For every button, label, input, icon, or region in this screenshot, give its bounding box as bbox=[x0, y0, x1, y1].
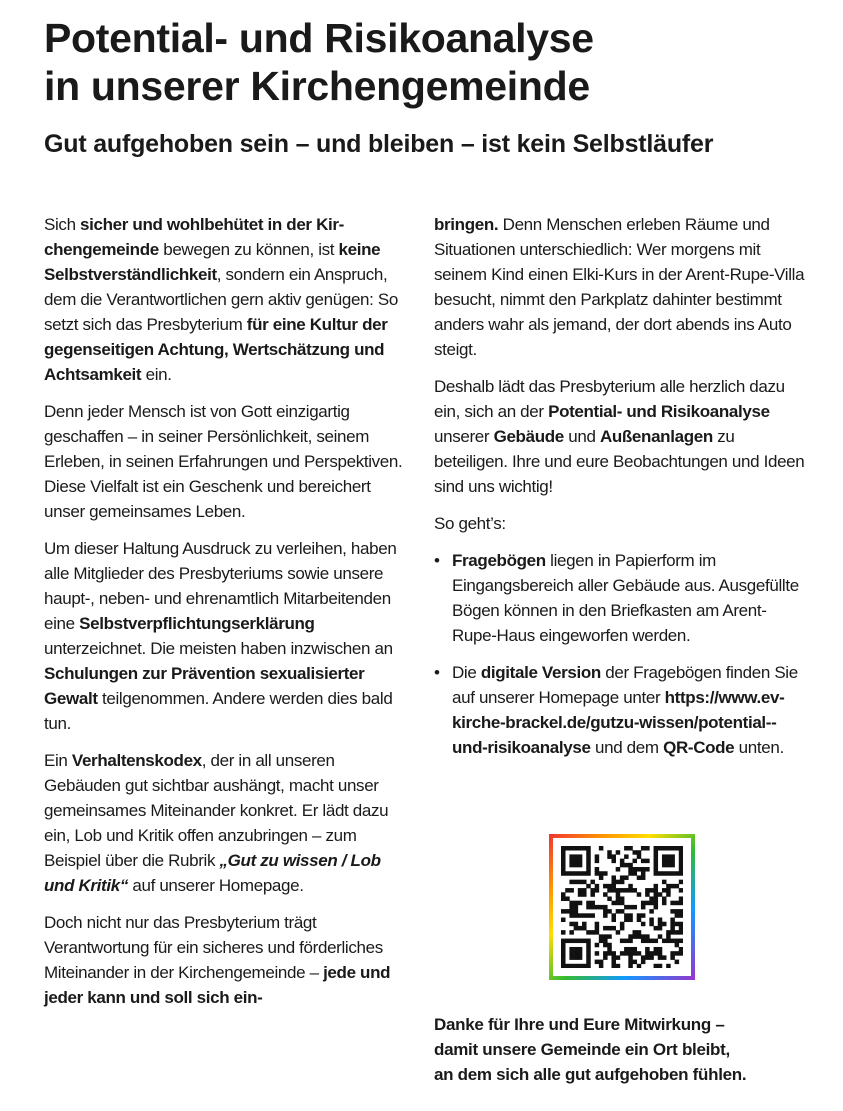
closing-line-2: damit unsere Gemeinde ein Ort bleibt, bbox=[434, 1040, 730, 1059]
body-text: Die bbox=[452, 663, 481, 682]
instruction-list bbox=[434, 548, 806, 760]
right-column bbox=[434, 212, 806, 772]
paragraph bbox=[44, 536, 412, 736]
closing-line-1: Danke für Ihre und Eure Mitwirkung – bbox=[434, 1015, 725, 1034]
page-subtitle: Gut aufgehoben sein – und bleiben – ist kein Selbstläufer bbox=[44, 130, 714, 158]
body-text: unten. bbox=[734, 738, 784, 757]
list-item[interactable] bbox=[434, 660, 806, 760]
body-text: der Fragebögen finden Sie auf unserer Homepage unter bbox=[452, 663, 798, 707]
emphasis-text: QR-Code bbox=[663, 738, 735, 757]
body-text: Um dieser Haltung Ausdruck zu verleihen, haben alle Mitglieder des Presbyteriums sowie unsere haupt-, neben- und ehrenamtlich Mitarbeitenden eine bbox=[44, 539, 397, 633]
body-text: , sondern ein Anspruch, dem die Verantwortlichen gern aktiv genügen: So setzt sich das Presbyterium bbox=[44, 265, 399, 334]
body-text: ein. bbox=[141, 365, 172, 384]
body-text: Sich bbox=[44, 215, 81, 234]
body-text: auf unserer Homepage. bbox=[127, 876, 304, 895]
emphasis-text: Verhaltenskodex bbox=[71, 751, 202, 770]
qr-code-icon[interactable] bbox=[561, 846, 683, 968]
paragraph bbox=[44, 399, 412, 524]
emphasis-text: jede und jeder kann und soll sich ein- bbox=[44, 963, 391, 1007]
body-text: unserer bbox=[434, 427, 494, 446]
body-text: bewegen zu können, ist bbox=[158, 240, 339, 259]
paragraph bbox=[434, 511, 806, 536]
emphasis-text: Selbstverpflichtungserklärung bbox=[79, 614, 315, 633]
emphasis-text: für eine Kultur der gegenseitigen Achtung, Wertschätzung und Achtsamkeit bbox=[44, 315, 388, 384]
emphasis-text: Schulungen zur Prävention sexualisierter Gewalt bbox=[44, 664, 365, 708]
body-text: Ein bbox=[44, 751, 72, 770]
title-line-2: in unserer Kirchengemeinde bbox=[44, 63, 590, 109]
paragraph bbox=[44, 212, 412, 387]
emphasis-text: Gebäude bbox=[493, 427, 564, 446]
emphasis-text: Fragebögen bbox=[452, 551, 546, 570]
paragraph bbox=[44, 748, 412, 898]
body-text: und dem bbox=[590, 738, 664, 757]
list-item bbox=[434, 548, 806, 648]
emphasis-text: Potential- und Risikoanalyse bbox=[548, 402, 770, 421]
emphasis-text: Außenanlagen bbox=[599, 427, 713, 446]
paragraph bbox=[434, 374, 806, 499]
emphasis-text: bringen. bbox=[434, 215, 499, 234]
emphasis-text: https://www.ev-kirche-brackel.de/gutzu-wissen/potential--und-risikoanalyse bbox=[452, 688, 785, 757]
closing-line-3: an dem sich alle gut aufgehoben fühlen. bbox=[434, 1065, 747, 1084]
qr-code-frame[interactable] bbox=[549, 834, 695, 980]
body-text: Doch nicht nur das Presbyterium trägt Verantwortung für ein sicheres und förderliches Miteinander in der Kirchengemeinde – bbox=[44, 913, 383, 982]
emphasis-text: sicher und wohlbehütet in der Kirchengemeinde bbox=[44, 215, 345, 259]
body-text: , der in all unseren Gebäuden gut sichtbar aushängt, macht unser gemeinsames Miteinander konkret. Er lädt dazu ein, Lob und Kritik offen anzubringen – zum Beispiel über die Rubrik bbox=[44, 751, 389, 870]
page-title bbox=[44, 14, 834, 110]
body-text: So geht’s: bbox=[434, 514, 506, 533]
body-text: und bbox=[563, 427, 600, 446]
body-text: liegen in Papierform im Eingangsbereich aller Gebäude aus. Ausgefüllte Bögen können in den Briefkasten am Arent-Rupe-Haus eingeworfen werden. bbox=[452, 551, 799, 645]
body-text: Deshalb lädt das Presbyterium alle herzlich dazu ein, sich an der bbox=[434, 377, 785, 421]
emphasis-text: keine Selbstverständlichkeit bbox=[44, 240, 381, 284]
body-text: zu beteiligen. Ihre und eure Beobachtungen und Ideen sind uns wichtig! bbox=[434, 427, 805, 496]
title-line-1: Potential- und Risikoanalyse bbox=[44, 15, 594, 61]
closing-message bbox=[434, 1012, 814, 1087]
body-text: unterzeichnet. Die meisten haben inzwischen an bbox=[44, 639, 393, 658]
body-text: teilgenommen. Andere werden dies bald tun. bbox=[44, 689, 393, 733]
left-column bbox=[44, 212, 412, 1022]
paragraph bbox=[434, 212, 806, 362]
emphasis-text: digitale Version bbox=[480, 663, 601, 682]
body-text: Denn jeder Mensch ist von Gott einzigartig geschaffen – in seiner Persönlichkeit, seinem Erleben, in seinen Erfahrungen und Perspektiven. Diese Vielfalt ist ein Geschenk und bereichert unser gemeinsames Leben. bbox=[44, 402, 403, 521]
body-text: Denn Menschen erleben Räume und Situationen unterschiedlich: Wer morgens mit seinem Kind einen Elki-Kurs in der Arent-Rupe-Villa besucht, nimmt den Parkplatz dahinter bestimmt anders wahr als jemand, der dort abends ins Auto steigt. bbox=[434, 215, 805, 359]
paragraph bbox=[44, 910, 412, 1010]
emphasis-text: „Gut zu wissen / Lob und Kritik“ bbox=[44, 851, 381, 895]
